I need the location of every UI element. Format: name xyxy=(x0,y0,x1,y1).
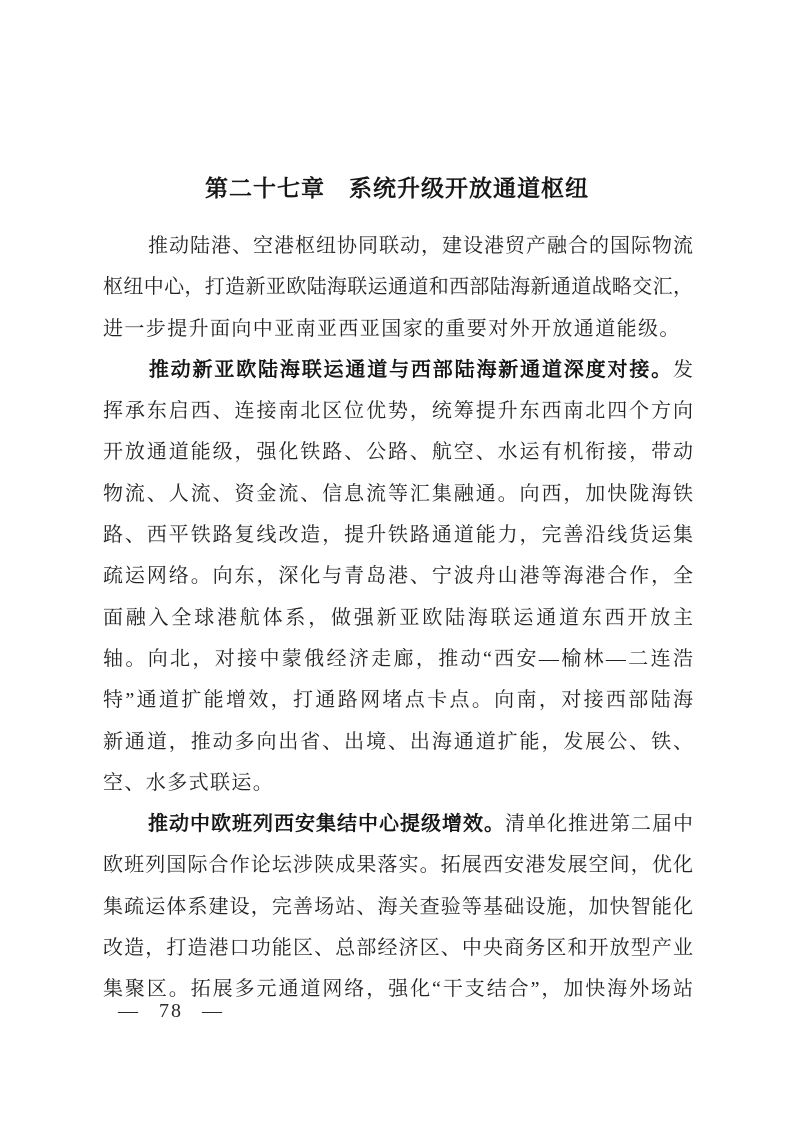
text-line xyxy=(103,309,693,350)
body-text: 新通道，推动多向出省、出境、出海通道扩能，发展公、铁、 xyxy=(103,730,693,753)
body-text: 路、西平铁路复线改造，提升铁路通道能力，完善沿线货运集 xyxy=(103,524,693,547)
text-line xyxy=(103,722,693,763)
body-text: 欧班列国际合作论坛涉陕成果落实。拓展西安港发展空间，优化 xyxy=(103,854,693,877)
chapter-title: 第二十七章 系统升级开放通道枢纽 xyxy=(205,176,589,201)
body-text: 挥承东启西、连接南北区位优势，统筹提升东西南北四个方向 xyxy=(103,400,693,423)
paragraph-indent xyxy=(103,251,147,252)
body-text: 物流、人流、资金流、信息流等汇集融通。向西，加快陇海铁 xyxy=(103,482,693,505)
body-text: 清单化推进第二届中 xyxy=(505,813,693,836)
text-line xyxy=(103,474,693,515)
text-line xyxy=(103,763,693,804)
document-body xyxy=(103,226,693,1011)
paragraph-indent xyxy=(103,375,147,376)
body-text: 枢纽中心，打造新亚欧陆海联运通道和西部陆海新通道战略交汇， xyxy=(103,276,693,299)
body-text: 特”通道扩能增效，打通路网堵点卡点。向南，对接西部陆海 xyxy=(103,689,693,712)
text-line xyxy=(103,515,693,556)
paragraph xyxy=(103,350,693,804)
text-line xyxy=(103,432,693,473)
bold-lead-sentence: 推动新亚欧陆海联运通道与西部陆海新通道深度对接。 xyxy=(147,358,673,381)
page-number: — 78 — xyxy=(118,1000,224,1022)
body-text: 面融入全球港航体系，做强新亚欧陆海联运通道东西开放主 xyxy=(103,606,693,629)
text-line xyxy=(103,804,693,845)
paragraph xyxy=(103,804,693,1010)
text-line xyxy=(103,639,693,680)
body-text: 集聚区。拓展多元通道网络，强化“干支结合”，加快海外场站 xyxy=(103,978,693,1001)
text-line xyxy=(103,267,693,308)
paragraph xyxy=(103,226,693,350)
text-line xyxy=(103,845,693,886)
text-line xyxy=(103,887,693,928)
body-text: 集疏运体系建设，完善场站、海关查验等基础设施，加快智能化 xyxy=(103,895,693,918)
body-text: 进一步提升面向中亚南亚西亚国家的重要对外开放通道能级。 xyxy=(103,317,681,340)
body-text: 疏运网络。向东，深化与青岛港、宁波舟山港等海港合作，全 xyxy=(103,565,693,588)
text-line xyxy=(103,598,693,639)
text-line xyxy=(103,350,693,391)
text-line xyxy=(103,556,693,597)
paragraph-indent xyxy=(103,829,147,830)
body-text: 发 xyxy=(673,358,693,381)
bold-lead-sentence: 推动中欧班列西安集结中心提级增效。 xyxy=(147,813,505,836)
text-line xyxy=(103,680,693,721)
body-text: 推动陆港、空港枢纽协同联动，建设港贸产融合的国际物流 xyxy=(147,235,693,257)
body-text: 改造，打造港口功能区、总部经济区、中央商务区和开放型产业 xyxy=(103,937,693,960)
body-text: 开放通道能级，强化铁路、公路、航空、水运有机衔接，带动 xyxy=(103,441,693,464)
text-line xyxy=(103,226,693,267)
text-line xyxy=(103,928,693,969)
paragraphs-container xyxy=(103,226,693,1011)
body-text: 空、水多式联运。 xyxy=(103,771,275,794)
body-text: 轴。向北，对接中蒙俄经济走廊，推动“西安—榆林—二连浩 xyxy=(103,647,693,670)
text-line xyxy=(103,391,693,432)
